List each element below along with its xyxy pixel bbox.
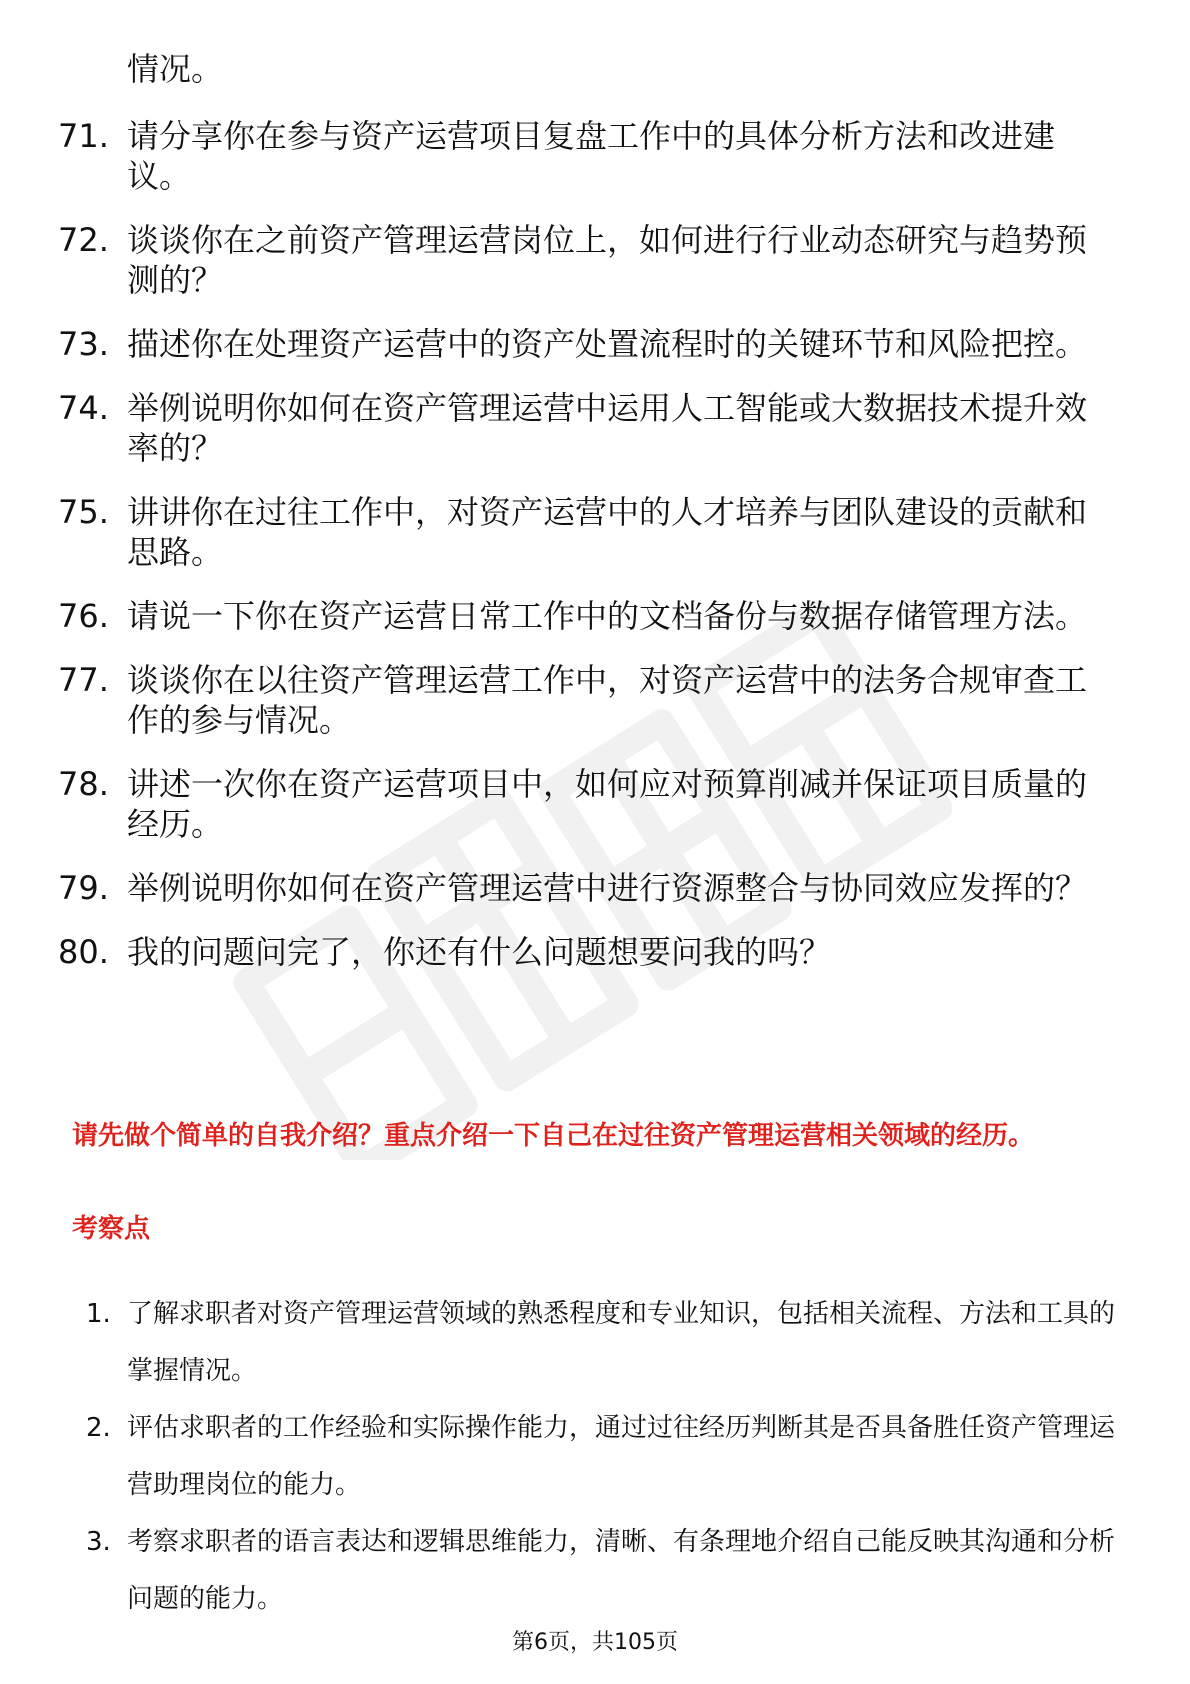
question-number: 75.	[58, 493, 109, 531]
question-item	[0, 324, 1190, 364]
question-number: 74.	[58, 389, 109, 427]
question-number: 71.	[58, 117, 109, 155]
question-item	[0, 220, 1190, 300]
question-item	[0, 388, 1190, 468]
focus-points-heading: 考察点	[72, 1214, 151, 1244]
question-text: 讲述一次你在资产运营项目中，如何应对预算削减并保证项目质量的经历。	[127, 765, 1088, 843]
question-text: 举例说明你如何在资产管理运营中进行资源整合与协同效应发挥的？	[127, 869, 1088, 907]
question-number: 80.	[58, 933, 109, 971]
question-text: 举例说明你如何在资产管理运营中运用人工智能或大数据技术提升效率的？	[127, 389, 1088, 467]
focus-point-text: 了解求职者对资产管理运营领域的熟悉程度和专业知识，包括相关流程、方法和工具的掌握情况。	[127, 1299, 1116, 1386]
question-text: 谈谈你在之前资产管理运营岗位上，如何进行行业动态研究与趋势预测的？	[127, 221, 1088, 299]
focus-point-item	[0, 1400, 1190, 1514]
question-text: 请说一下你在资产运营日常工作中的文档备份与数据存储管理方法。	[127, 597, 1088, 635]
question-item	[0, 116, 1190, 196]
focus-point-item	[0, 1286, 1190, 1400]
question-item	[0, 660, 1190, 740]
focus-point-number: 3.	[86, 1527, 111, 1557]
question-text: 描述你在处理资产运营中的资产处置流程时的关键环节和风险把控。	[127, 325, 1088, 363]
focus-points-list	[0, 1286, 1190, 1628]
question-item	[0, 764, 1190, 844]
question-number: 78.	[58, 765, 109, 803]
question-number: 79.	[58, 869, 109, 907]
question-list	[0, 116, 1190, 996]
focus-point-text: 评估求职者的工作经验和实际操作能力，通过过往经历判断其是否具备胜任资产管理运营助理岗位的能力。	[127, 1413, 1116, 1500]
section-question-title: 请先做个简单的自我介绍？重点介绍一下自己在过往资产管理运营相关领域的经历。	[72, 1121, 1035, 1151]
continuation-text: 情况。	[127, 50, 224, 88]
question-text: 请分享你在参与资产运营项目复盘工作中的具体分析方法和改进建议。	[127, 117, 1056, 195]
question-number: 77.	[58, 661, 109, 699]
question-item	[0, 596, 1190, 636]
focus-point-number: 2.	[86, 1413, 111, 1443]
question-item	[0, 868, 1190, 908]
question-text: 讲讲你在过往工作中，对资产运营中的人才培养与团队建设的贡献和思路。	[127, 493, 1088, 571]
question-text: 我的问题问完了，你还有什么问题想要问我的吗？	[127, 933, 832, 971]
focus-point-text: 考察求职者的语言表达和逻辑思维能力，清晰、有条理地介绍自己能反映其沟通和分析问题的能力。	[127, 1527, 1116, 1614]
focus-point-number: 1.	[86, 1299, 111, 1329]
question-text: 谈谈你在以往资产管理运营工作中，对资产运营中的法务合规审查工作的参与情况。	[127, 661, 1088, 739]
focus-point-item	[0, 1514, 1190, 1628]
question-number: 76.	[58, 597, 109, 635]
page-footer: 第6页，共105页	[512, 1630, 678, 1655]
question-number: 72.	[58, 221, 109, 259]
question-number: 73.	[58, 325, 109, 363]
question-item	[0, 492, 1190, 572]
question-item	[0, 932, 1190, 972]
